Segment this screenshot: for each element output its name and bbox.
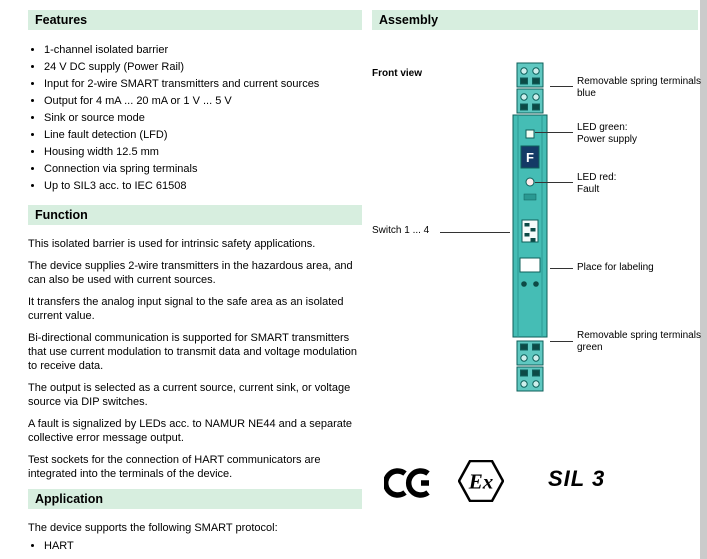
sil3-label: SIL 3	[548, 466, 606, 491]
svg-text:F: F	[526, 150, 534, 165]
device-front-view	[510, 62, 550, 392]
dip-switch-block	[522, 220, 538, 242]
features-title: Features	[35, 13, 88, 27]
callout-text: Switch 1 ... 4	[372, 225, 430, 236]
svg-text:Ex: Ex	[468, 469, 494, 494]
callout-line-terminals-green	[550, 341, 573, 342]
callout-line-led-red	[535, 182, 573, 183]
feature-item: • 24 V DC supply (Power Rail)	[44, 59, 362, 76]
callout-switch	[372, 225, 429, 237]
function-paragraph: This isolated barrier is used for intrinsic safety applications.	[28, 238, 316, 250]
application-list	[28, 538, 362, 555]
callout-terminals-blue	[577, 76, 701, 99]
application-title: Application	[35, 492, 104, 506]
terminal-block-green	[517, 341, 543, 391]
feature-item: • Connection via spring terminals	[44, 161, 362, 178]
terminal-block-blue	[517, 63, 543, 113]
labeling-area	[520, 258, 540, 272]
callout-text: blue	[577, 87, 596, 99]
application-intro: The device supports the following SMART protocol:	[28, 522, 278, 534]
feature-item: • 1-channel isolated barrier	[44, 42, 362, 59]
application-item: • HART	[44, 538, 362, 555]
feature-item: • Input for 2-wire SMART transmitters and current sources	[44, 76, 362, 93]
function-paragraph: Bi-directional communication is supported for SMART transmitters that use current modulation to transmit data and voltage modulation to receive data.	[28, 332, 357, 372]
application-header	[28, 489, 362, 509]
callout-line-switch	[440, 232, 510, 233]
function-paragraph: Test sockets for the connection of HART communicators are integrated into the terminals of the device.	[28, 454, 321, 480]
callout-led-green	[577, 122, 637, 145]
features-list	[28, 42, 362, 195]
left-column	[28, 10, 362, 559]
features-header	[28, 10, 362, 30]
barrier-module-illustration	[510, 62, 550, 392]
callout-text: Power supply	[577, 133, 638, 145]
callout-labeling	[577, 262, 654, 274]
function-text	[28, 237, 362, 481]
brand-logo	[521, 146, 539, 168]
callout-text: LED green:	[577, 122, 628, 133]
function-title: Function	[35, 208, 88, 222]
callout-terminals-green	[577, 330, 701, 353]
front-view-label: Front view	[372, 68, 423, 79]
function-header	[28, 205, 362, 225]
callout-text: Fault	[577, 183, 600, 195]
assembly-header	[372, 10, 698, 30]
ce-mark-icon	[384, 468, 432, 498]
feature-item: • Line fault detection (LFD)	[44, 127, 362, 144]
callout-led-red	[577, 172, 616, 195]
led-green	[526, 130, 534, 138]
ex-mark-icon	[458, 460, 504, 502]
callout-text: Removable spring terminals	[577, 330, 701, 341]
callout-line-terminals-blue	[550, 86, 573, 87]
feature-item: • Housing width 12.5 mm	[44, 144, 362, 161]
function-paragraph: A fault is signalized by LEDs acc. to NAMUR NE44 and a separate collective error message output.	[28, 418, 353, 444]
assembly-title: Assembly	[379, 13, 439, 27]
feature-item: • Up to SIL3 acc. to IEC 61508	[44, 178, 362, 195]
function-paragraph: It transfers the analog input signal to the safe area as an isolated current value.	[28, 296, 344, 322]
led-red	[526, 178, 534, 186]
callout-line-led-green	[535, 132, 573, 133]
callout-line-labeling	[550, 268, 573, 269]
callout-text: LED red:	[577, 172, 617, 183]
feature-item: • Output for 4 mA ... 20 mA or 1 V ... 5 V	[44, 93, 362, 110]
function-paragraph: The device supplies 2-wire transmitters in the hazardous area, and can also be used with current sources.	[28, 260, 353, 286]
callout-text: green	[577, 341, 603, 353]
marking-plate	[524, 194, 536, 200]
callout-text: Removable spring terminals	[577, 76, 701, 87]
right-column	[372, 10, 701, 555]
page-edge	[700, 0, 707, 559]
feature-item: • Sink or source mode	[44, 110, 362, 127]
callout-text: Place for labeling	[577, 262, 654, 273]
function-paragraph: The output is selected as a current source, current sink, or voltage source via DIP switches.	[28, 382, 351, 408]
